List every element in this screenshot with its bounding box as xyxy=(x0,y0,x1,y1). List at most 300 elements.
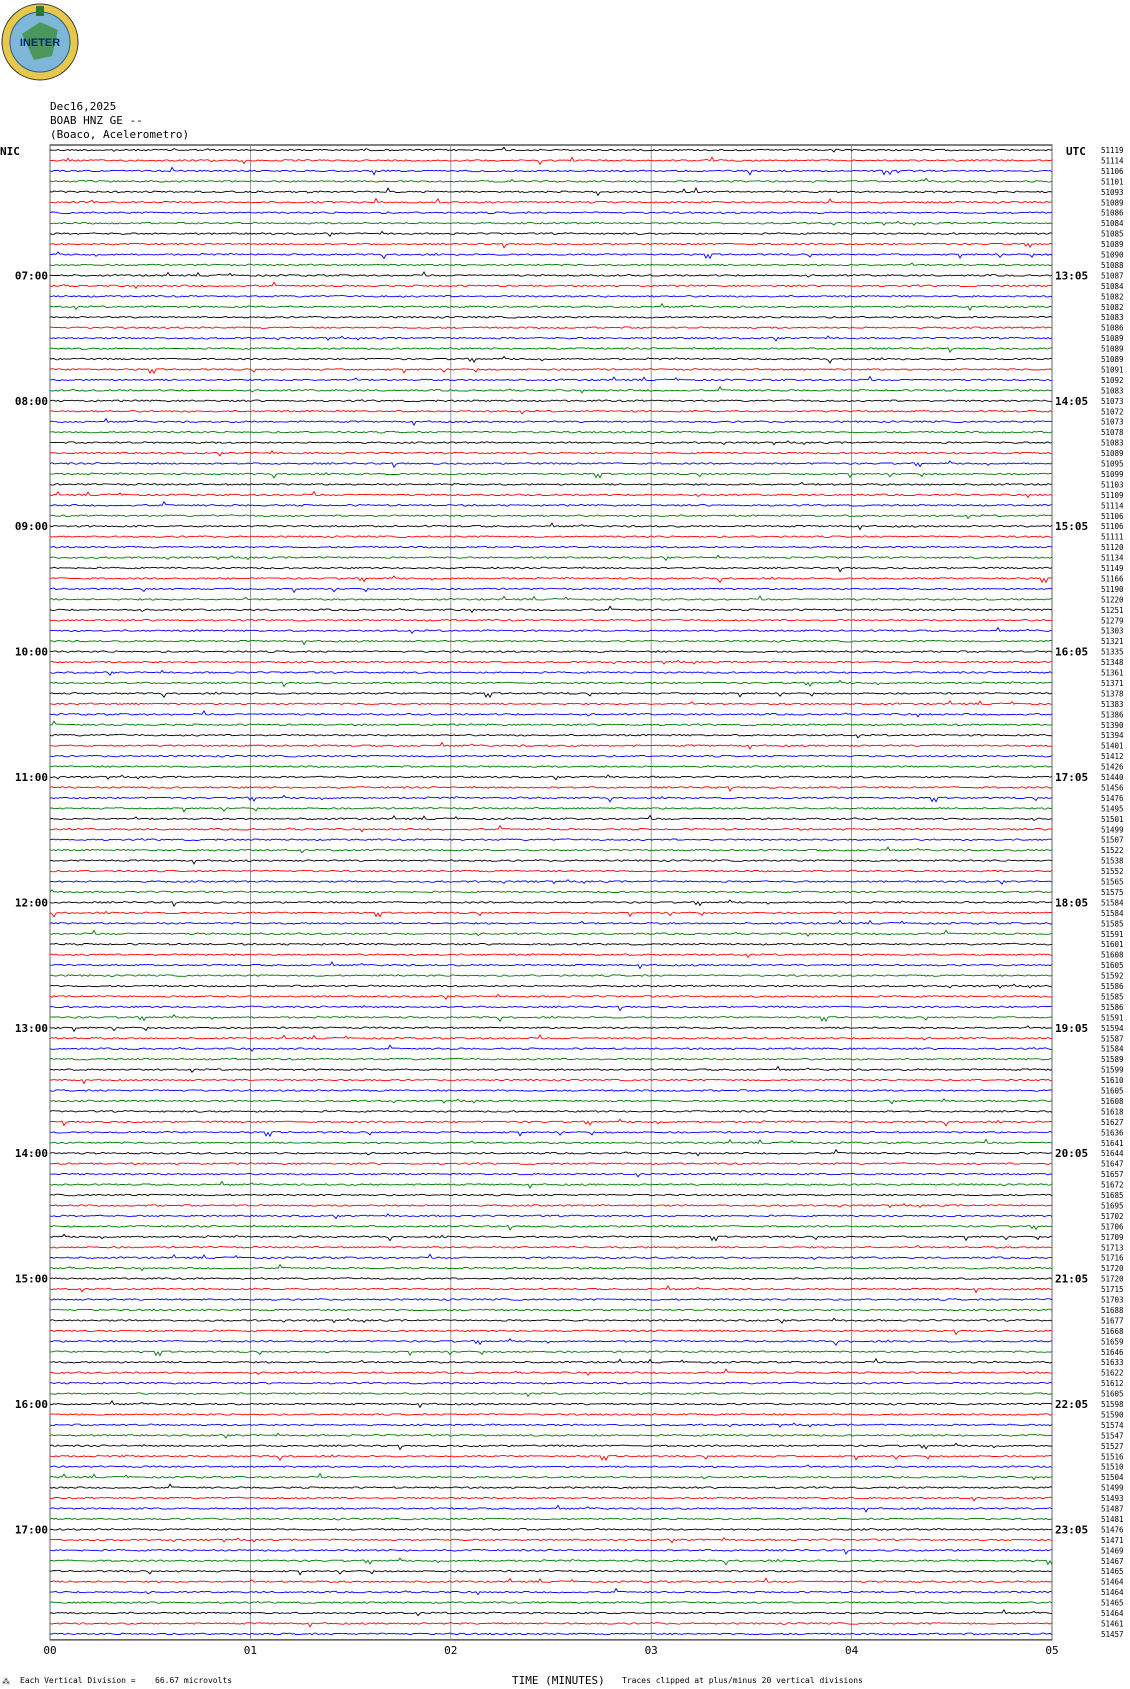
trace-value-label: 51089 xyxy=(1101,240,1124,250)
trace-line xyxy=(50,1286,1052,1293)
trace-line xyxy=(50,930,1052,936)
trace-value-label: 51636 xyxy=(1101,1128,1124,1138)
trace-value-label: 51086 xyxy=(1101,208,1124,218)
trace-line xyxy=(50,419,1052,426)
trace-line xyxy=(50,1633,1052,1635)
trace-value-label: 51585 xyxy=(1101,919,1124,929)
right-hour-label: 17:05 xyxy=(1055,771,1089,784)
trace-value-label: 51149 xyxy=(1101,564,1124,573)
trace-value-label: 51552 xyxy=(1101,867,1124,877)
trace-value-label: 51510 xyxy=(1101,1462,1124,1472)
left-timezone: NIC xyxy=(0,145,20,158)
trace-line xyxy=(50,860,1052,864)
trace-line xyxy=(50,536,1052,538)
trace-line xyxy=(50,1035,1052,1040)
trace-line xyxy=(50,826,1052,832)
trace-line xyxy=(50,282,1052,288)
left-hour-label: 16:00 xyxy=(14,1398,48,1411)
trace-line xyxy=(50,994,1052,999)
trace-line xyxy=(50,1474,1052,1480)
trace-line xyxy=(50,1359,1052,1364)
trace-value-label: 51647 xyxy=(1101,1159,1124,1169)
trace-value-label: 51082 xyxy=(1101,302,1124,312)
trace-value-label: 51101 xyxy=(1101,177,1124,187)
trace-value-label: 51659 xyxy=(1101,1337,1124,1347)
trace-line xyxy=(50,1045,1052,1051)
trace-line xyxy=(50,1393,1052,1397)
trace-value-label: 51465 xyxy=(1101,1598,1124,1608)
trace-line xyxy=(50,515,1052,519)
trace-line xyxy=(50,188,1052,195)
trace-line xyxy=(50,847,1052,853)
trace-line xyxy=(50,555,1052,560)
right-hour-label: 22:05 xyxy=(1055,1398,1089,1411)
trace-value-label: 51720 xyxy=(1101,1274,1124,1284)
trace-value-label: 51321 xyxy=(1101,637,1124,647)
trace-value-label: 51089 xyxy=(1101,344,1124,354)
trace-line xyxy=(50,1401,1052,1408)
trace-line xyxy=(50,588,1052,592)
trace-line xyxy=(50,1433,1052,1438)
trace-value-label: 51618 xyxy=(1101,1107,1124,1117)
left-hour-label: 09:00 xyxy=(14,520,48,534)
trace-value-label: 51574 xyxy=(1101,1420,1124,1430)
trace-value-label: 51677 xyxy=(1101,1316,1124,1326)
trace-line xyxy=(50,1443,1052,1449)
x-tick-label: 02 xyxy=(444,1643,458,1657)
trace-value-label: 51522 xyxy=(1101,846,1124,856)
trace-line xyxy=(50,1225,1052,1230)
trace-line xyxy=(50,567,1052,572)
trace-line xyxy=(50,954,1052,958)
trace-line xyxy=(50,252,1052,258)
trace-line xyxy=(50,1254,1052,1259)
trace-line xyxy=(50,1090,1052,1092)
trace-value-label: 51348 xyxy=(1101,658,1124,668)
trace-value-label: 51464 xyxy=(1101,1588,1124,1598)
trace-value-label: 51644 xyxy=(1101,1149,1124,1159)
trace-line xyxy=(50,1623,1052,1627)
trace-line xyxy=(50,1194,1052,1196)
trace-line xyxy=(50,178,1052,182)
trace-line xyxy=(50,451,1052,456)
trace-line xyxy=(50,1015,1052,1022)
trace-value-label: 51695 xyxy=(1101,1201,1124,1211)
trace-value-label: 51493 xyxy=(1101,1494,1124,1504)
trace-line xyxy=(50,1549,1052,1554)
trace-value-label: 51715 xyxy=(1101,1285,1124,1295)
trace-line xyxy=(50,975,1052,977)
trace-line xyxy=(50,347,1052,352)
trace-value-label: 51495 xyxy=(1101,804,1124,814)
location-label: (Boaco, Acelerometro) xyxy=(50,128,190,141)
trace-value-label: 51456 xyxy=(1101,783,1124,793)
trace-value-label: 51703 xyxy=(1101,1295,1124,1305)
trace-value-label: 51082 xyxy=(1101,292,1124,302)
trace-line xyxy=(50,232,1052,237)
trace-line xyxy=(50,1234,1052,1240)
trace-line xyxy=(50,243,1052,248)
trace-value-label: 51598 xyxy=(1101,1400,1124,1409)
trace-line xyxy=(50,212,1052,214)
trace-value-label: 51590 xyxy=(1101,1410,1124,1420)
trace-line xyxy=(50,1318,1052,1323)
trace-line xyxy=(50,1497,1052,1501)
trace-line xyxy=(50,1182,1052,1189)
trace-value-label: 51072 xyxy=(1101,407,1124,417)
trace-value-label: 51592 xyxy=(1101,971,1124,981)
scale-icon: ⁂ xyxy=(2,1677,10,1686)
trace-line xyxy=(50,743,1052,750)
trace-value-label: 51114 xyxy=(1101,156,1124,166)
trace-line xyxy=(50,755,1052,757)
trace-value-label: 51089 xyxy=(1101,198,1124,208)
trace-line xyxy=(50,431,1052,433)
trace-line xyxy=(50,1265,1052,1271)
trace-line xyxy=(50,461,1052,467)
trace-line xyxy=(50,711,1052,717)
left-hour-label: 14:00 xyxy=(14,1147,48,1161)
trace-line xyxy=(50,870,1052,872)
trace-value-label: 51091 xyxy=(1101,365,1124,375)
trace-value-label: 51499 xyxy=(1101,1483,1124,1493)
trace-value-label: 51469 xyxy=(1101,1546,1124,1556)
trace-value-label: 51527 xyxy=(1101,1441,1124,1451)
trace-line xyxy=(50,316,1052,318)
trace-value-label: 51605 xyxy=(1101,1086,1124,1096)
trace-line xyxy=(50,984,1052,988)
trace-value-label: 51335 xyxy=(1101,647,1124,657)
trace-line xyxy=(50,1139,1052,1143)
trace-line xyxy=(50,640,1052,644)
trace-line xyxy=(50,606,1052,612)
trace-value-label: 51716 xyxy=(1101,1253,1124,1263)
trace-line xyxy=(50,701,1052,705)
trace-value-label: 51713 xyxy=(1101,1243,1124,1253)
trace-line xyxy=(50,692,1052,697)
trace-line xyxy=(50,336,1052,341)
trace-line xyxy=(50,912,1052,917)
right-hour-label: 19:05 xyxy=(1055,1021,1089,1035)
trace-line xyxy=(50,1278,1052,1280)
trace-value-label: 51633 xyxy=(1101,1358,1124,1368)
trace-value-label: 51641 xyxy=(1101,1138,1124,1148)
trace-value-label: 51584 xyxy=(1101,1044,1124,1054)
trace-line xyxy=(50,680,1052,686)
trace-value-label: 51481 xyxy=(1101,1514,1124,1524)
date-label: Dec16,2025 xyxy=(50,100,117,113)
trace-value-label: 51599 xyxy=(1101,1065,1124,1075)
clip-note: Traces clipped at plus/minus 20 vertical divisions xyxy=(622,1676,863,1685)
left-hour-label: 12:00 xyxy=(14,896,48,910)
trace-line xyxy=(50,1518,1052,1520)
trace-line xyxy=(50,890,1052,893)
trace-value-label: 51499 xyxy=(1101,825,1124,835)
trace-line xyxy=(50,304,1052,311)
trace-line xyxy=(50,357,1052,363)
trace-value-label: 51089 xyxy=(1101,355,1124,364)
trace-value-label: 51412 xyxy=(1101,752,1124,762)
trace-value-label: 51627 xyxy=(1101,1117,1124,1127)
trace-value-label: 51120 xyxy=(1101,543,1124,553)
trace-line xyxy=(50,400,1052,402)
trace-value-label: 51601 xyxy=(1101,940,1124,950)
trace-value-label: 51190 xyxy=(1101,584,1124,594)
trace-value-label: 51591 xyxy=(1101,929,1124,939)
trace-value-label: 51586 xyxy=(1101,1002,1124,1012)
trace-value-label: 51476 xyxy=(1101,1525,1124,1535)
trace-line xyxy=(50,1558,1052,1565)
trace-value-label: 51605 xyxy=(1101,961,1124,971)
trace-line xyxy=(50,808,1052,812)
trace-line xyxy=(50,815,1052,820)
trace-line xyxy=(50,1119,1052,1126)
trace-value-label: 51114 xyxy=(1101,501,1124,511)
x-tick-label: 01 xyxy=(243,1643,258,1657)
trace-value-label: 51457 xyxy=(1101,1629,1124,1639)
trace-line xyxy=(50,1309,1052,1311)
trace-line xyxy=(50,1610,1052,1616)
trace-value-label: 51591 xyxy=(1101,1013,1124,1023)
trace-value-label: 51251 xyxy=(1101,605,1124,615)
left-hour-label: 17:00 xyxy=(14,1523,48,1537)
trace-line xyxy=(50,1150,1052,1156)
trace-line xyxy=(50,502,1052,506)
trace-value-label: 51487 xyxy=(1101,1504,1124,1514)
trace-value-label: 51279 xyxy=(1101,616,1124,626)
trace-line xyxy=(50,880,1052,885)
trace-line xyxy=(50,766,1052,768)
trace-value-label: 51078 xyxy=(1101,428,1124,438)
trace-line xyxy=(50,1163,1052,1165)
right-hour-label: 14:05 xyxy=(1055,394,1089,408)
trace-value-label: 51134 xyxy=(1101,553,1124,563)
trace-value-label: 51465 xyxy=(1101,1567,1124,1577)
trace-line xyxy=(50,651,1052,653)
trace-value-label: 51565 xyxy=(1101,877,1124,887)
trace-line xyxy=(50,943,1052,945)
trace-value-label: 51109 xyxy=(1101,490,1124,500)
right-hour-label: 16:05 xyxy=(1055,645,1089,659)
trace-line xyxy=(50,1079,1052,1083)
trace-line xyxy=(50,167,1052,174)
trace-line xyxy=(50,1414,1052,1416)
trace-value-label: 51093 xyxy=(1101,187,1124,197)
trace-line xyxy=(50,199,1052,204)
trace-value-label: 51106 xyxy=(1101,511,1124,521)
trace-line xyxy=(50,1339,1052,1345)
trace-value-label: 51709 xyxy=(1101,1232,1124,1242)
trace-line xyxy=(50,1214,1052,1219)
trace-line xyxy=(50,1132,1052,1137)
trace-value-label: 51083 xyxy=(1101,386,1124,396)
trace-line xyxy=(50,1369,1052,1375)
trace-value-label: 51095 xyxy=(1101,459,1124,469)
trace-line xyxy=(50,263,1052,266)
trace-value-label: 51538 xyxy=(1101,856,1124,866)
trace-value-label: 51084 xyxy=(1101,281,1124,291)
trace-value-label: 51476 xyxy=(1101,793,1124,803)
trace-line xyxy=(50,1330,1052,1335)
trace-value-label: 51378 xyxy=(1101,689,1124,699)
trace-value-label: 51083 xyxy=(1101,438,1124,448)
trace-value-label: 51086 xyxy=(1101,323,1124,333)
trace-line xyxy=(50,157,1052,164)
right-hour-label: 15:05 xyxy=(1055,520,1089,534)
trace-value-label: 51585 xyxy=(1101,992,1124,1002)
trace-line xyxy=(50,295,1052,297)
trace-value-label: 51605 xyxy=(1101,1389,1124,1399)
scale-value: 66.67 microvolts xyxy=(155,1676,233,1685)
right-hour-label: 18:05 xyxy=(1055,896,1089,910)
trace-line xyxy=(50,619,1052,621)
trace-line xyxy=(50,546,1052,548)
trace-value-label: 51608 xyxy=(1101,950,1124,960)
trace-value-label: 51586 xyxy=(1101,982,1124,991)
trace-value-label: 51087 xyxy=(1101,271,1124,281)
station-label: BOAB HNZ GE -- xyxy=(50,114,143,127)
trace-line xyxy=(50,1601,1052,1603)
trace-line xyxy=(50,1484,1052,1488)
trace-value-label: 51610 xyxy=(1101,1076,1124,1086)
trace-value-label: 51646 xyxy=(1101,1347,1124,1357)
trace-value-label: 51547 xyxy=(1101,1431,1124,1441)
trace-line xyxy=(50,734,1052,738)
trace-line xyxy=(50,1110,1052,1112)
x-tick-label: 03 xyxy=(644,1643,658,1657)
trace-value-label: 51471 xyxy=(1101,1535,1124,1545)
trace-value-label: 51668 xyxy=(1101,1326,1124,1336)
trace-line xyxy=(50,628,1052,634)
trace-value-label: 51073 xyxy=(1101,417,1124,427)
trace-value-label: 51688 xyxy=(1101,1305,1124,1315)
right-hour-label: 13:05 xyxy=(1055,269,1089,283)
trace-line xyxy=(50,962,1052,969)
x-axis-label: TIME (MINUTES) xyxy=(512,1674,605,1687)
trace-value-label: 51501 xyxy=(1101,814,1124,824)
trace-line xyxy=(50,387,1052,393)
trace-value-label: 51584 xyxy=(1101,898,1124,908)
trace-value-label: 51504 xyxy=(1101,1473,1124,1483)
trace-value-label: 51394 xyxy=(1101,731,1124,741)
trace-line xyxy=(50,795,1052,801)
trace-line xyxy=(50,1382,1052,1384)
trace-line xyxy=(50,147,1052,152)
trace-value-label: 51622 xyxy=(1101,1368,1124,1378)
trace-value-label: 51090 xyxy=(1101,250,1124,260)
trace-line xyxy=(50,272,1052,277)
trace-line xyxy=(50,1067,1052,1073)
trace-value-label: 51507 xyxy=(1101,835,1124,845)
trace-value-label: 51073 xyxy=(1101,396,1124,406)
x-tick-label: 00 xyxy=(43,1643,57,1657)
trace-line xyxy=(50,441,1052,445)
trace-line xyxy=(50,1578,1052,1582)
trace-value-label: 51089 xyxy=(1101,449,1124,459)
trace-line xyxy=(50,1570,1052,1574)
trace-line xyxy=(50,369,1052,374)
x-tick-label: 04 xyxy=(844,1643,859,1657)
scale-note: Each Vertical Division = xyxy=(20,1676,136,1685)
trace-value-label: 51092 xyxy=(1101,375,1124,385)
trace-value-label: 51106 xyxy=(1101,166,1124,176)
trace-value-label: 51390 xyxy=(1101,720,1124,730)
trace-line xyxy=(50,1423,1052,1427)
trace-line xyxy=(50,1529,1052,1531)
trace-value-label: 51672 xyxy=(1101,1180,1124,1190)
trace-value-label: 51464 xyxy=(1101,1609,1124,1618)
trace-line xyxy=(50,483,1052,486)
trace-value-label: 51088 xyxy=(1101,260,1124,270)
trace-value-label: 51084 xyxy=(1101,219,1124,229)
trace-line xyxy=(50,523,1052,530)
trace-value-label: 51303 xyxy=(1101,626,1124,636)
trace-value-label: 51608 xyxy=(1101,1096,1124,1106)
trace-value-label: 51119 xyxy=(1101,146,1124,155)
trace-value-label: 51371 xyxy=(1101,678,1124,688)
trace-line xyxy=(50,1455,1052,1460)
trace-line xyxy=(50,660,1052,664)
trace-value-label: 51426 xyxy=(1101,762,1124,772)
trace-value-label: 51464 xyxy=(1101,1577,1124,1587)
right-timezone: UTC xyxy=(1066,145,1086,158)
right-hour-label: 23:05 xyxy=(1055,1523,1089,1537)
left-hour-label: 11:00 xyxy=(14,771,48,784)
x-tick-label: 05 xyxy=(1045,1643,1059,1657)
trace-line xyxy=(50,492,1052,498)
trace-value-label: 51702 xyxy=(1101,1211,1124,1221)
left-hour-label: 15:00 xyxy=(14,1272,48,1286)
trace-line xyxy=(50,1204,1052,1208)
trace-value-label: 51467 xyxy=(1101,1556,1124,1566)
trace-value-label: 51099 xyxy=(1101,469,1124,479)
trace-value-label: 51361 xyxy=(1101,668,1124,678)
left-hour-label: 10:00 xyxy=(14,645,48,659)
left-hour-label: 08:00 xyxy=(14,394,48,408)
trace-line xyxy=(50,410,1052,414)
trace-line xyxy=(50,920,1052,924)
trace-value-label: 51440 xyxy=(1101,773,1124,782)
trace-value-label: 51106 xyxy=(1101,522,1124,532)
trace-value-label: 51516 xyxy=(1101,1452,1124,1462)
trace-value-label: 51166 xyxy=(1101,574,1124,584)
trace-value-label: 51089 xyxy=(1101,334,1124,344)
trace-line xyxy=(50,721,1052,725)
trace-value-label: 51083 xyxy=(1101,313,1124,323)
trace-line xyxy=(50,1026,1052,1031)
trace-value-label: 51085 xyxy=(1101,229,1124,239)
trace-value-label: 51594 xyxy=(1101,1023,1124,1033)
right-hour-label: 21:05 xyxy=(1055,1272,1089,1286)
trace-value-label: 51401 xyxy=(1101,741,1124,751)
trace-value-label: 51587 xyxy=(1101,1034,1124,1044)
trace-line xyxy=(50,670,1052,675)
trace-line xyxy=(50,1245,1052,1248)
trace-line xyxy=(50,1465,1052,1468)
trace-line xyxy=(50,596,1052,600)
trace-value-label: 51589 xyxy=(1101,1055,1124,1065)
trace-line xyxy=(50,786,1052,791)
trace-value-label: 51461 xyxy=(1101,1619,1124,1629)
trace-value-label: 51575 xyxy=(1101,887,1124,897)
trace-value-label: 51383 xyxy=(1101,699,1124,709)
trace-value-label: 51111 xyxy=(1101,532,1124,542)
trace-value-label: 51612 xyxy=(1101,1379,1124,1389)
trace-line xyxy=(50,1058,1052,1060)
trace-line xyxy=(50,377,1052,382)
trace-line xyxy=(50,1006,1052,1011)
trace-value-label: 51103 xyxy=(1101,480,1124,490)
